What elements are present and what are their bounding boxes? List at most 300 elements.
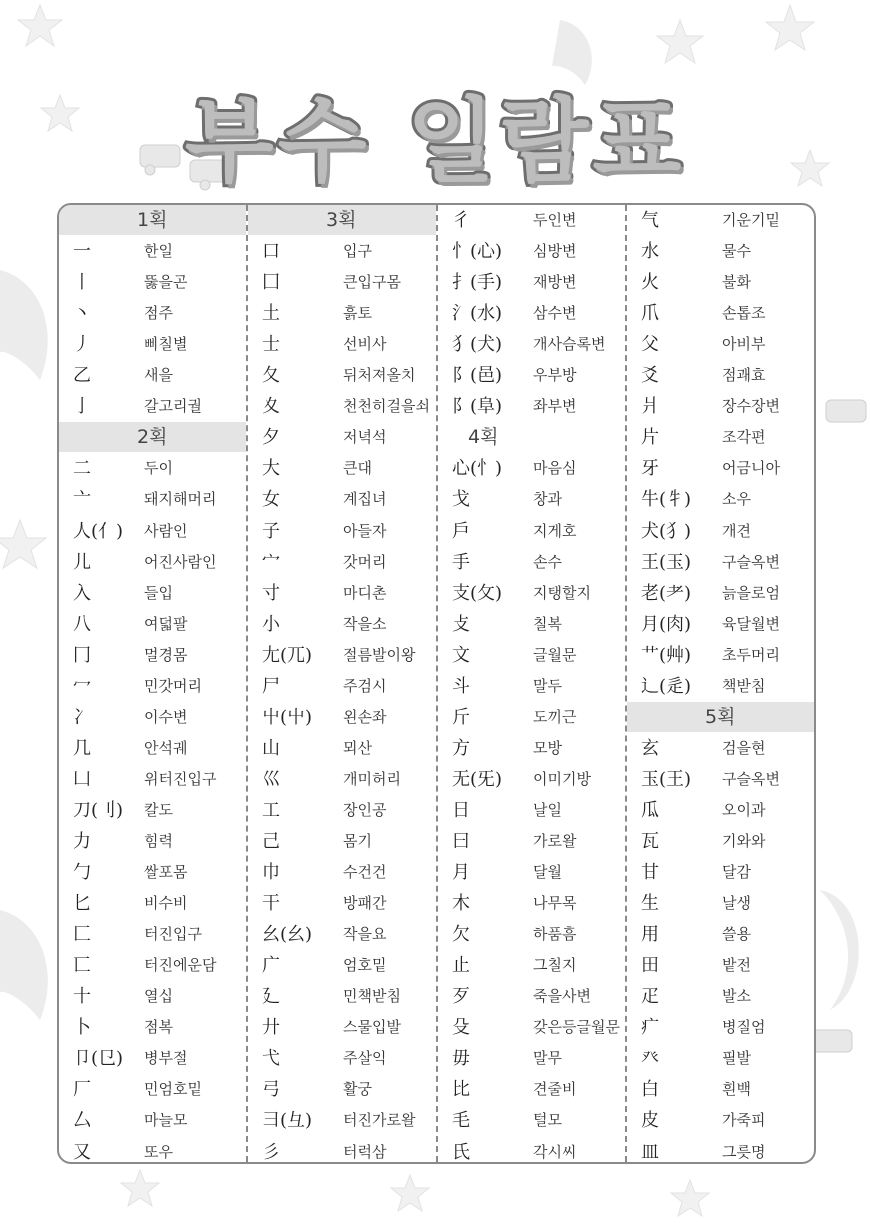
radical-row — [248, 578, 436, 609]
radical-row — [438, 609, 625, 640]
radical-row — [627, 1012, 814, 1043]
radical-name: 어금니아 — [722, 459, 780, 478]
radical-character: 彡 — [262, 1141, 280, 1163]
radical-name: 입구 — [343, 242, 372, 261]
radical-name: 불화 — [722, 273, 751, 292]
radical-character: 生 — [641, 893, 659, 915]
radical-row — [438, 516, 625, 547]
radical-row — [59, 360, 246, 391]
radical-character: 夂 — [262, 365, 280, 387]
radical-row — [248, 1043, 436, 1074]
radical-row — [248, 236, 436, 267]
radical-row — [248, 1012, 436, 1043]
radical-row — [438, 1012, 625, 1043]
radical-name: 터진가로왈 — [343, 1111, 416, 1130]
radical-row — [248, 857, 436, 888]
radical-row — [627, 516, 814, 547]
radical-name: 힘력 — [144, 832, 173, 850]
radical-row — [59, 484, 246, 515]
radical-name: 모방 — [533, 738, 562, 757]
radical-character: 田 — [641, 955, 659, 977]
radical-name: 갖은등글월문 — [533, 1018, 620, 1037]
radical-name: 점주 — [144, 304, 173, 323]
radical-character: 文 — [452, 644, 470, 666]
radical-character: 方 — [452, 737, 470, 759]
radical-row — [59, 329, 246, 360]
radical-name: 두인변 — [533, 211, 577, 229]
radical-name: 안석궤 — [144, 738, 188, 757]
radical-row — [59, 1105, 246, 1136]
radical-character: 小 — [262, 613, 280, 635]
radical-row — [438, 453, 625, 484]
radical-character: 疒 — [641, 1017, 659, 1039]
radical-row — [248, 826, 436, 857]
radical-character: 干 — [262, 893, 280, 915]
radical-row — [59, 547, 246, 578]
radical-character: 巛 — [262, 768, 280, 790]
radical-character: 忄(心) — [452, 241, 503, 263]
radical-character: 乙 — [73, 365, 91, 387]
radical-character: 夕 — [262, 427, 280, 449]
radical-character: 尸 — [262, 675, 280, 697]
radical-character: 匕 — [73, 893, 91, 915]
radical-character: 亠 — [73, 489, 91, 511]
radical-row — [438, 671, 625, 702]
moon-icon — [0, 270, 48, 380]
radical-row — [59, 857, 246, 888]
radical-row — [59, 919, 246, 950]
radical-name: 재방변 — [533, 273, 577, 292]
radical-name: 이미기방 — [533, 769, 591, 788]
radical-row — [627, 888, 814, 919]
radical-character: 父 — [641, 334, 659, 356]
radical-character: 大 — [262, 458, 280, 480]
radical-row — [627, 329, 814, 360]
radical-character: 夊 — [262, 396, 280, 418]
radical-character: 冂 — [73, 644, 91, 666]
radical-character: 卩(㔾) — [73, 1048, 124, 1070]
radical-character: 犭(犬) — [452, 334, 503, 356]
radical-row — [248, 453, 436, 484]
radical-row — [438, 1043, 625, 1074]
radical-character: 气 — [641, 210, 659, 231]
radical-row — [248, 671, 436, 702]
radical-row — [248, 329, 436, 360]
radical-name: 어진사람인 — [144, 552, 217, 571]
radical-row — [627, 267, 814, 298]
radical-character: 冖 — [73, 675, 91, 697]
radical-character: 犬(犭) — [641, 520, 692, 542]
radical-character: 心(忄) — [452, 458, 503, 480]
radical-character: 巾 — [262, 862, 280, 884]
radical-row — [627, 484, 814, 515]
radical-name: 비수비 — [144, 894, 188, 913]
radical-character: 匚 — [73, 924, 91, 946]
radical-row — [627, 640, 814, 671]
radical-name: 민책받침 — [343, 987, 401, 1006]
radical-character: 冫 — [73, 706, 91, 728]
radical-name: 칠복 — [533, 614, 562, 633]
radical-character: 己 — [262, 831, 280, 852]
radical-character: 片 — [641, 427, 659, 449]
radical-row — [627, 1043, 814, 1074]
radical-character: 厶 — [73, 1110, 91, 1132]
radical-name: 필발 — [722, 1049, 751, 1068]
radical-name: 주살익 — [343, 1049, 387, 1068]
radical-character: 丿 — [73, 334, 91, 356]
cart-icon — [812, 1030, 852, 1052]
radical-name: 지게호 — [533, 521, 577, 540]
radical-name: 몸기 — [343, 832, 372, 850]
radical-name: 갓머리 — [343, 552, 387, 571]
radical-row — [627, 609, 814, 640]
radical-name: 지탱할지 — [533, 583, 591, 602]
radical-name: 저녁석 — [343, 428, 387, 447]
radical-name: 견줄비 — [533, 1080, 577, 1099]
radical-name: 발소 — [722, 987, 751, 1006]
radical-name: 병부절 — [144, 1049, 188, 1068]
radical-row — [248, 547, 436, 578]
star-icon — [0, 520, 46, 568]
radical-name: 스물입발 — [343, 1018, 401, 1037]
radical-name: 나무목 — [533, 894, 577, 913]
radical-name: 왼손좌 — [343, 707, 387, 726]
radical-character: 水 — [641, 241, 659, 263]
radical-row — [59, 1012, 246, 1043]
radical-name: 큰입구몸 — [343, 273, 401, 292]
radical-row — [248, 360, 436, 391]
radical-row — [248, 1074, 436, 1105]
radical-row — [59, 236, 246, 267]
radical-character: 戈 — [452, 489, 470, 511]
radical-row — [627, 391, 814, 422]
radical-name: 새을 — [144, 366, 173, 385]
radical-name: 방패간 — [343, 894, 387, 913]
radical-row — [438, 360, 625, 391]
stroke-count-header — [248, 205, 436, 235]
moon-icon — [0, 910, 48, 1020]
radical-name: 개사슴록변 — [533, 335, 606, 354]
radical-character: 口 — [262, 241, 280, 263]
radical-row — [627, 1074, 814, 1105]
radical-name: 아비부 — [722, 335, 766, 354]
radical-name: 여덟팔 — [144, 614, 188, 633]
radical-character: 厂 — [73, 1079, 91, 1101]
radical-character: 土 — [262, 303, 280, 325]
radical-name: 도끼근 — [533, 707, 577, 726]
radical-character: 刀(刂) — [73, 799, 124, 821]
radical-character: 入 — [73, 582, 91, 604]
radical-character: 丨 — [73, 272, 91, 294]
radical-character: 一 — [73, 241, 91, 263]
radical-name: 그칠지 — [533, 956, 577, 975]
radical-table — [57, 203, 816, 1164]
radical-row — [59, 1074, 246, 1105]
stroke-count-header — [59, 422, 246, 452]
radical-character: 斤 — [452, 706, 470, 728]
radical-character: 人(亻) — [73, 520, 124, 542]
radical-name: 활궁 — [343, 1080, 372, 1099]
radical-character: 用 — [641, 924, 659, 946]
radical-name: 책받침 — [722, 676, 766, 695]
radical-row — [248, 950, 436, 981]
radical-row — [438, 236, 625, 267]
star-icon — [121, 1170, 159, 1206]
radical-character: 儿 — [73, 551, 91, 573]
radical-row — [438, 950, 625, 981]
radical-name: 뒤처져올치 — [343, 366, 416, 385]
radical-name: 한일 — [144, 242, 173, 261]
radical-character: 殳 — [452, 1017, 470, 1039]
radical-row — [627, 950, 814, 981]
radical-character: 凵 — [73, 768, 91, 790]
radical-character: 月 — [452, 862, 470, 884]
radical-name: 소우 — [722, 490, 751, 509]
radical-row — [248, 391, 436, 422]
radical-name: 개견 — [722, 521, 751, 540]
radical-name: 터진에운담 — [144, 956, 217, 975]
radical-row — [438, 702, 625, 733]
radical-row — [627, 360, 814, 391]
radical-row — [59, 298, 246, 329]
radical-name: 삐칠별 — [144, 335, 188, 354]
radical-row — [438, 795, 625, 826]
radical-row — [59, 950, 246, 981]
radical-name: 가죽피 — [722, 1111, 766, 1130]
radical-name: 밭전 — [722, 956, 751, 975]
radical-character: 力 — [73, 831, 91, 852]
radical-row — [59, 609, 246, 640]
radical-character: 戶 — [452, 520, 470, 542]
radical-row — [59, 391, 246, 422]
radical-row — [248, 733, 436, 764]
radical-character: 爪 — [641, 303, 659, 325]
radical-name: 기운기밑 — [722, 211, 780, 229]
radical-character: 尢(兀) — [262, 644, 313, 666]
radical-character: 疋 — [641, 986, 659, 1008]
radical-character: 爿 — [641, 396, 659, 418]
radical-character: 亅 — [73, 396, 91, 418]
radical-character: 山 — [262, 737, 280, 759]
radical-character: 彳 — [452, 210, 470, 231]
radical-row — [438, 205, 625, 236]
radical-name: 조각편 — [722, 428, 766, 447]
radical-character: 支(攵) — [452, 582, 503, 604]
radical-name: 물수 — [722, 242, 751, 261]
radical-character: 斗 — [452, 675, 470, 697]
radical-character: 宀 — [262, 551, 280, 573]
radical-row — [59, 826, 246, 857]
radical-name: 오이과 — [722, 800, 766, 819]
radical-character: 月(肉) — [641, 613, 692, 635]
radical-name: 하품흠 — [533, 925, 577, 944]
radical-name: 그릇명 — [722, 1142, 766, 1161]
radical-row — [438, 298, 625, 329]
radical-name: 검을현 — [722, 738, 766, 757]
radical-row — [59, 1043, 246, 1074]
radical-name: 마음심 — [533, 459, 577, 478]
radical-character: 寸 — [262, 582, 280, 604]
radical-row — [627, 764, 814, 795]
radical-row — [627, 205, 814, 236]
radical-character: 几 — [73, 737, 91, 759]
radical-name: 엄호밑 — [343, 956, 387, 975]
radical-character: 欠 — [452, 924, 470, 946]
radical-row — [59, 516, 246, 547]
radical-row — [627, 857, 814, 888]
radical-character: 牛(牜) — [641, 489, 692, 511]
radical-name: 칼도 — [144, 800, 173, 819]
radical-character: 木 — [452, 893, 470, 915]
radical-name: 열십 — [144, 987, 173, 1006]
radical-name: 각시씨 — [533, 1142, 577, 1161]
radical-character: 日 — [452, 799, 470, 821]
radical-name: 육달월변 — [722, 614, 780, 633]
stroke-count-label: 3획 — [326, 209, 357, 231]
radical-character: 卜 — [73, 1017, 91, 1039]
radical-row — [627, 981, 814, 1012]
radical-character: 手 — [452, 551, 470, 573]
radical-name: 사람인 — [144, 521, 188, 540]
radical-name: 계집녀 — [343, 490, 387, 509]
star-icon — [671, 1180, 709, 1216]
radical-name: 뫼산 — [343, 738, 372, 757]
radical-name: 터럭삼 — [343, 1142, 387, 1161]
radical-row — [59, 702, 246, 733]
radical-row — [438, 1137, 625, 1165]
radical-character: 又 — [73, 1141, 91, 1163]
radical-row — [248, 795, 436, 826]
radical-row — [59, 733, 246, 764]
radical-name: 손수 — [533, 552, 562, 571]
radical-name: 장인공 — [343, 800, 387, 819]
radical-row — [438, 391, 625, 422]
radical-character: 氏 — [452, 1141, 470, 1163]
radical-name: 이수변 — [144, 707, 188, 726]
radical-name: 천천히걸을쇠 — [343, 397, 430, 416]
radical-row — [248, 640, 436, 671]
radical-name: 초두머리 — [722, 645, 780, 664]
radical-row — [59, 453, 246, 484]
radical-name: 기와와 — [722, 832, 766, 850]
radical-character: 甘 — [641, 862, 659, 884]
radical-character: 囗 — [262, 272, 280, 294]
radical-row — [627, 1137, 814, 1165]
radical-character: 止 — [452, 955, 470, 977]
radical-name: 죽을사변 — [533, 987, 591, 1006]
radical-character: 彐(彑) — [262, 1110, 313, 1132]
radical-name: 수건건 — [343, 863, 387, 882]
radical-character: 女 — [262, 489, 280, 511]
radical-character: 丶 — [73, 303, 91, 325]
radical-character: 子 — [262, 520, 280, 542]
radical-row — [438, 919, 625, 950]
radical-character: 白 — [641, 1079, 659, 1101]
radical-name: 갈고리궐 — [144, 397, 202, 416]
radical-row — [248, 516, 436, 547]
cart-icon — [826, 400, 866, 422]
radical-name: 절름발이왕 — [343, 645, 416, 664]
radical-character: 牙 — [641, 458, 659, 480]
star-icon — [18, 5, 62, 46]
stroke-count-label: 5획 — [705, 705, 736, 728]
radical-name: 달감 — [722, 863, 751, 882]
radical-row — [59, 671, 246, 702]
radical-row — [248, 267, 436, 298]
radical-name: 장수장변 — [722, 397, 780, 416]
radical-name: 작을소 — [343, 614, 387, 633]
radical-row — [248, 888, 436, 919]
radical-character: 瓜 — [641, 799, 659, 821]
radical-character: 皿 — [641, 1141, 659, 1163]
radical-character: 幺(幺) — [262, 924, 313, 946]
radical-character: 曰 — [452, 831, 470, 852]
radical-character: 毋 — [452, 1048, 470, 1070]
radical-character: 扌(手) — [452, 272, 503, 294]
radical-name: 날일 — [533, 800, 562, 819]
radical-row — [438, 1074, 625, 1105]
radical-name: 선비사 — [343, 335, 387, 354]
radical-character: 瓦 — [641, 831, 659, 852]
radical-row — [59, 1137, 246, 1165]
radical-name: 또우 — [144, 1142, 173, 1161]
radical-character: 广 — [262, 955, 280, 977]
radical-character: 阝(邑) — [452, 365, 503, 387]
stroke-count-header — [627, 702, 814, 732]
stroke-count-label: 1획 — [137, 209, 168, 231]
radical-name: 쓸용 — [722, 925, 751, 944]
radical-row — [627, 826, 814, 857]
radical-character: 二 — [73, 458, 91, 480]
radical-row — [248, 1137, 436, 1165]
stroke-count-label: 4획 — [468, 426, 499, 449]
radical-row — [248, 764, 436, 795]
radical-row — [627, 578, 814, 609]
star-icon — [657, 20, 703, 63]
radical-name: 두이 — [144, 459, 173, 478]
radical-character: 爻 — [641, 365, 659, 387]
radical-character: 屮(屮) — [262, 706, 313, 728]
radical-row — [627, 453, 814, 484]
radical-character: 火 — [641, 272, 659, 294]
radical-character: 弋 — [262, 1048, 280, 1070]
star-icon — [766, 5, 814, 50]
stroke-count-header — [438, 422, 625, 452]
radical-name: 심방변 — [533, 242, 577, 261]
radical-name: 날생 — [722, 894, 751, 913]
radical-row — [59, 267, 246, 298]
radical-name: 구슬옥변 — [722, 552, 780, 571]
radical-row — [248, 609, 436, 640]
radical-character: 阝(阜) — [452, 396, 503, 418]
radical-row — [438, 1105, 625, 1136]
radical-row — [59, 795, 246, 826]
radical-name: 구슬옥변 — [722, 769, 780, 788]
radical-character: 癶 — [641, 1048, 659, 1070]
radical-name: 들입 — [144, 583, 173, 602]
radical-row — [248, 919, 436, 950]
radical-character: 弓 — [262, 1079, 280, 1101]
radical-row — [438, 547, 625, 578]
radical-name: 뚫을곤 — [144, 273, 188, 292]
radical-name: 위터진입구 — [144, 769, 217, 788]
radical-name: 가로왈 — [533, 832, 577, 850]
radical-name: 창과 — [533, 490, 562, 509]
radical-row — [59, 981, 246, 1012]
radical-row — [59, 640, 246, 671]
radical-name: 멀경몸 — [144, 645, 188, 664]
radical-row — [627, 547, 814, 578]
